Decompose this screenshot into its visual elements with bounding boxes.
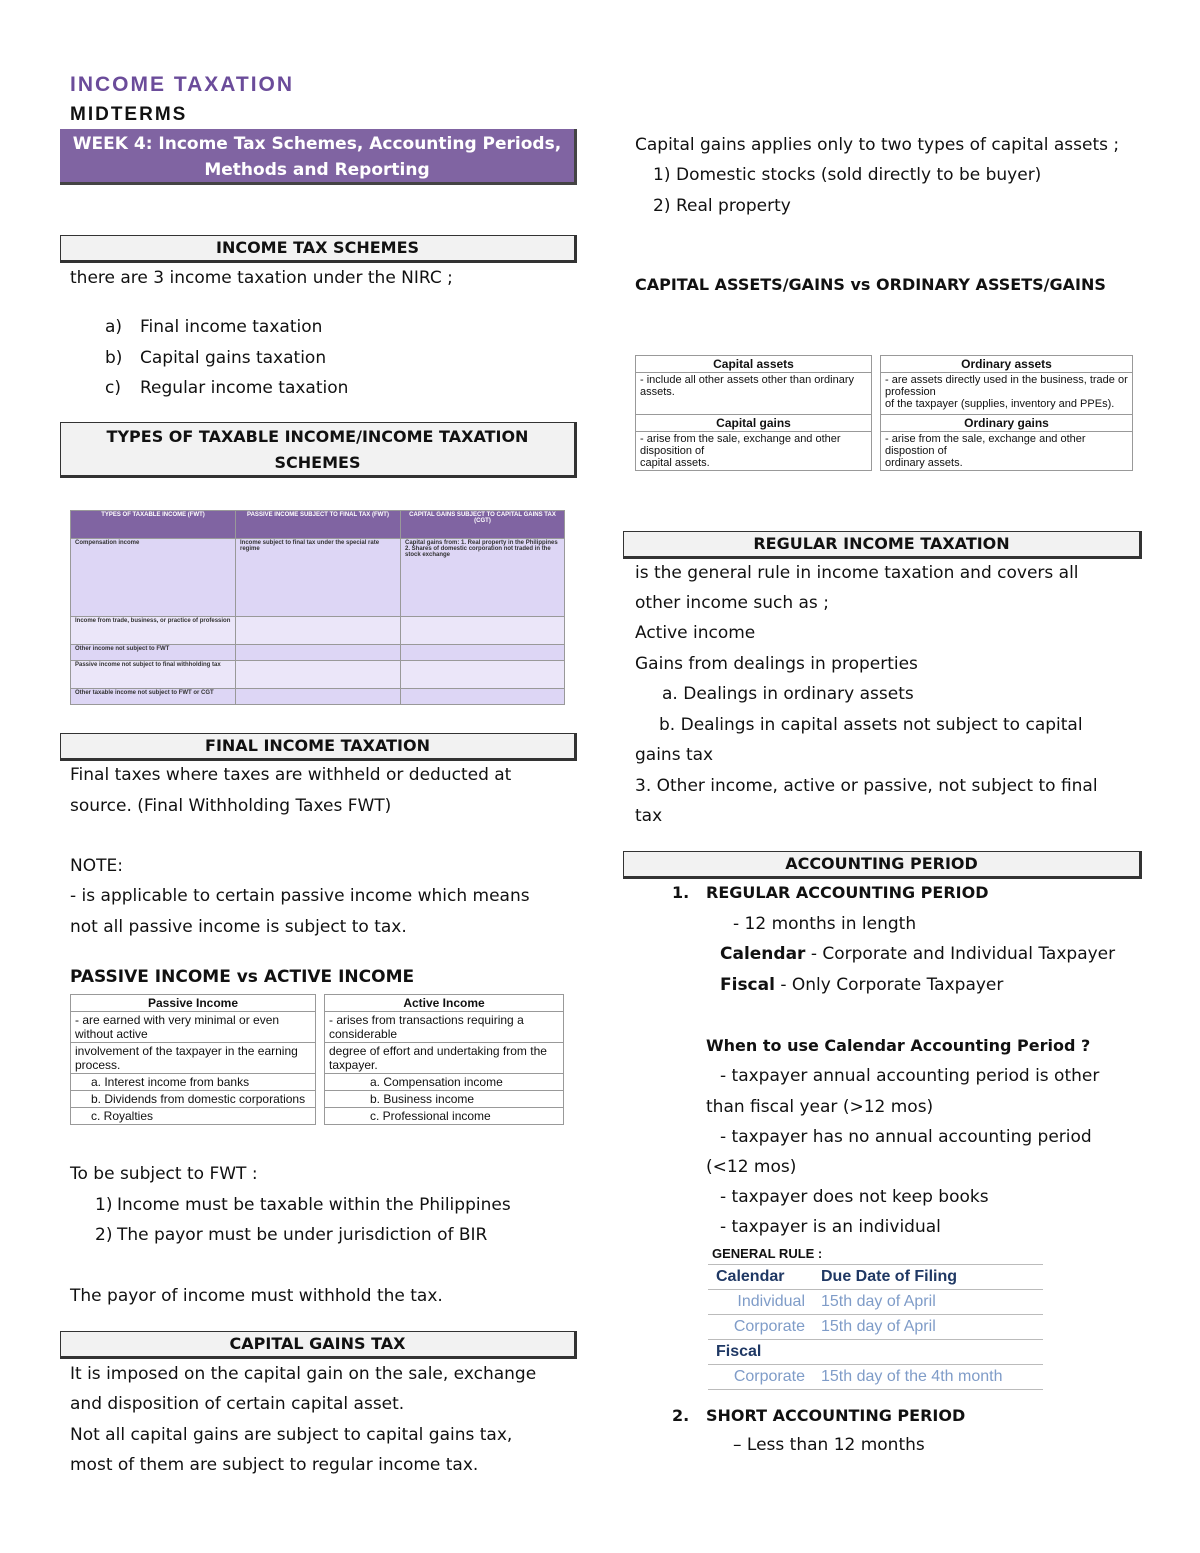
when-line: (<12 mos) bbox=[706, 1157, 797, 1177]
due-taxpayer: Individual bbox=[708, 1290, 813, 1315]
ordinary-gains-desc-line2: ordinary assets. bbox=[885, 457, 963, 469]
fwt-condition: The payor must be under jurisdiction of BIR bbox=[117, 1225, 488, 1245]
period-number: 2. bbox=[672, 1406, 690, 1425]
types-heading bbox=[60, 422, 577, 478]
week-banner-line2: Methods and Reporting bbox=[204, 160, 430, 180]
regular-line: is the general rule in income taxation and covers all bbox=[635, 563, 1079, 583]
types-table-cell bbox=[236, 617, 401, 645]
scheme-item: Regular income taxation bbox=[140, 378, 349, 398]
passive-active-table bbox=[70, 994, 564, 1125]
calendar-label: Calendar bbox=[720, 944, 806, 964]
passive-item: b. Dividends from domestic corporations bbox=[71, 1091, 316, 1108]
due-date: 15th day of the 4th month bbox=[813, 1365, 1043, 1390]
payor-line: The payor of income must withhold the tax. bbox=[70, 1286, 443, 1306]
due-date: 15th day of April bbox=[813, 1315, 1043, 1340]
when-line: - taxpayer annual accounting period is other bbox=[720, 1066, 1100, 1086]
types-table-cell: Capital gains from: 1. Real property in the Philippines 2. Shares of domestic corporation not traded in the stock exchange bbox=[401, 539, 565, 617]
scheme-item-marker: b) bbox=[105, 348, 123, 368]
week-banner-line1: WEEK 4: Income Tax Schemes, Accounting Periods, bbox=[72, 134, 562, 154]
types-table-cell: Income from trade, business, or practice of profession bbox=[71, 617, 236, 645]
regular-line: b. Dealings in capital assets not subject to capital bbox=[659, 715, 1083, 735]
regular-line: a. Dealings in ordinary assets bbox=[662, 684, 914, 704]
due-taxpayer: Corporate bbox=[708, 1315, 813, 1340]
passive-income-header: Passive Income bbox=[71, 995, 316, 1012]
period-length: - 12 months in length bbox=[733, 914, 917, 934]
types-table-cell bbox=[401, 617, 565, 645]
types-table-cell: Income subject to final tax under the special rate regime bbox=[236, 539, 401, 617]
scheme-item: Final income taxation bbox=[140, 317, 323, 337]
active-desc1: - arises from transactions requiring a considerable bbox=[325, 1012, 564, 1043]
due-date-table bbox=[708, 1264, 1043, 1390]
ordinary-gains-header: Ordinary gains bbox=[881, 415, 1133, 432]
types-table-header: TYPES OF TAXABLE INCOME (FWT) bbox=[71, 511, 236, 539]
regular-line: Gains from dealings in properties bbox=[635, 654, 918, 674]
types-heading-line1: TYPES OF TAXABLE INCOME/INCOME TAXATION bbox=[106, 427, 529, 446]
passive-item: a. Interest income from banks bbox=[71, 1074, 316, 1091]
types-table-cell: Passive income not subject to final withholding tax bbox=[71, 661, 236, 689]
cgt-line4: most of them are subject to regular income tax. bbox=[70, 1455, 479, 1475]
due-taxpayer: Corporate bbox=[708, 1365, 813, 1390]
types-table bbox=[70, 510, 565, 705]
note-line1: - is applicable to certain passive income which means bbox=[70, 886, 530, 906]
passive-desc1: - are earned with very minimal or even without active bbox=[71, 1012, 316, 1043]
passive-desc2: involvement of the taxpayer in the earning process. bbox=[71, 1043, 316, 1074]
scheme-item-marker: c) bbox=[105, 378, 121, 398]
when-line: - taxpayer is an individual bbox=[720, 1217, 941, 1237]
week-banner bbox=[60, 129, 577, 185]
when-line: - taxpayer has no annual accounting period bbox=[720, 1127, 1092, 1147]
types-table-cell: Other taxable income not subject to FWT or CGT bbox=[71, 689, 236, 705]
types-table-header: PASSIVE INCOME SUBJECT TO FINAL TAX (FWT) bbox=[236, 511, 401, 539]
capital-assets-intro: Capital gains applies only to two types of capital assets ; bbox=[635, 135, 1120, 155]
types-table-cell bbox=[401, 645, 565, 661]
types-table-cell bbox=[236, 689, 401, 705]
capital-vs-ordinary-heading: CAPITAL ASSETS/GAINS vs ORDINARY ASSETS/GAINS bbox=[635, 275, 1106, 294]
calendar-text: - Corporate and Individual Taxpayer bbox=[805, 944, 1116, 964]
active-item: c. Professional income bbox=[325, 1108, 564, 1125]
capital-gains-header: Capital gains bbox=[636, 415, 872, 432]
ordinary-assets-desc-line2: of the taxpayer (supplies, inventory and PPEs). bbox=[885, 398, 1115, 410]
fwt-intro: To be subject to FWT : bbox=[70, 1164, 258, 1184]
active-income-header: Active Income bbox=[325, 995, 564, 1012]
regular-accounting-period-title: REGULAR ACCOUNTING PERIOD bbox=[706, 883, 989, 902]
capital-asset-type: Real property bbox=[676, 196, 791, 216]
regular-line: other income such as ; bbox=[635, 593, 829, 613]
calendar-line bbox=[720, 943, 1115, 965]
types-table-cell bbox=[401, 689, 565, 705]
capital-gains-desc bbox=[636, 432, 872, 471]
capital-asset-type: Domestic stocks (sold directly to be buyer) bbox=[676, 165, 1042, 185]
types-table-header: CAPITAL GAINS SUBJECT TO CAPITAL GAINS TAX (CGT) bbox=[401, 511, 565, 539]
active-item: b. Business income bbox=[325, 1091, 564, 1108]
period-number: 1. bbox=[672, 883, 690, 902]
short-accounting-period-title: SHORT ACCOUNTING PERIOD bbox=[706, 1406, 966, 1425]
regular-line: Active income bbox=[635, 623, 756, 643]
short-period-text: – Less than 12 months bbox=[733, 1435, 925, 1455]
fwt-marker: 2) bbox=[95, 1225, 113, 1245]
capital-asset-marker: 1) bbox=[653, 165, 671, 185]
passive-item: c. Royalties bbox=[71, 1108, 316, 1125]
active-item: a. Compensation income bbox=[325, 1074, 564, 1091]
fiscal-text: - Only Corporate Taxpayer bbox=[774, 975, 1004, 995]
when-line: than fiscal year (>12 mos) bbox=[706, 1097, 934, 1117]
types-heading-line2: SCHEMES bbox=[274, 453, 361, 472]
final-line2: source. (Final Withholding Taxes FWT) bbox=[70, 796, 392, 816]
types-table-cell bbox=[236, 661, 401, 689]
passive-vs-active-heading: PASSIVE INCOME vs ACTIVE INCOME bbox=[70, 967, 415, 987]
ordinary-assets-desc-line1: - are assets directly used in the business, trade or profession bbox=[885, 374, 1128, 398]
capital-gains-tax-heading: CAPITAL GAINS TAX bbox=[60, 1331, 577, 1359]
income-tax-schemes-heading: INCOME TAX SCHEMES bbox=[60, 235, 577, 263]
accounting-period-heading: ACCOUNTING PERIOD bbox=[623, 851, 1142, 879]
final-income-taxation-heading: FINAL INCOME TAXATION bbox=[60, 733, 577, 761]
due-date: 15th day of April bbox=[813, 1290, 1043, 1315]
capital-gains-desc-line1: - arise from the sale, exchange and other disposition of bbox=[640, 433, 841, 457]
regular-line: tax bbox=[635, 806, 663, 826]
due-fiscal-label: Fiscal bbox=[708, 1340, 813, 1365]
due-col-date: Due Date of Filing bbox=[813, 1265, 1043, 1290]
document-subtitle: MIDTERMS bbox=[70, 104, 188, 125]
types-table-cell: Compensation income bbox=[71, 539, 236, 617]
types-table-cell bbox=[236, 645, 401, 661]
when-calendar-heading: When to use Calendar Accounting Period ? bbox=[706, 1036, 1091, 1055]
ordinary-gains-desc bbox=[881, 432, 1133, 471]
general-rule-label: GENERAL RULE : bbox=[712, 1246, 823, 1261]
cgt-line3: Not all capital gains are subject to capital gains tax, bbox=[70, 1425, 513, 1445]
capital-assets-header: Capital assets bbox=[636, 356, 872, 373]
capital-gains-desc-line2: capital assets. bbox=[640, 457, 710, 469]
fwt-marker: 1) bbox=[95, 1195, 113, 1215]
due-col-calendar: Calendar bbox=[708, 1265, 813, 1290]
note-line2: not all passive income is subject to tax. bbox=[70, 917, 407, 937]
capital-assets-desc: - include all other assets other than ordinary assets. bbox=[636, 373, 872, 415]
note-label: NOTE: bbox=[70, 856, 123, 876]
active-desc2: degree of effort and undertaking from the taxpayer. bbox=[325, 1043, 564, 1074]
regular-income-taxation-heading: REGULAR INCOME TAXATION bbox=[623, 531, 1142, 559]
fiscal-line bbox=[720, 974, 1003, 996]
fiscal-label: Fiscal bbox=[720, 975, 775, 995]
schemes-intro: there are 3 income taxation under the NIRC ; bbox=[70, 268, 453, 288]
ordinary-gains-desc-line1: - arise from the sale, exchange and other dispostion of bbox=[885, 433, 1086, 457]
ordinary-assets-desc bbox=[881, 373, 1133, 415]
regular-line: gains tax bbox=[635, 745, 714, 765]
ordinary-assets-header: Ordinary assets bbox=[881, 356, 1133, 373]
types-table-cell: Other income not subject to FWT bbox=[71, 645, 236, 661]
scheme-item: Capital gains taxation bbox=[140, 348, 327, 368]
capital-asset-marker: 2) bbox=[653, 196, 671, 216]
fwt-condition: Income must be taxable within the Philippines bbox=[117, 1195, 511, 1215]
document-title: INCOME TAXATION bbox=[70, 73, 295, 96]
regular-line: 3. Other income, active or passive, not subject to final bbox=[635, 776, 1098, 796]
cgt-line2: and disposition of certain capital asset. bbox=[70, 1394, 405, 1414]
capital-ordinary-table bbox=[635, 355, 1133, 471]
types-table-cell bbox=[401, 661, 565, 689]
final-line1: Final taxes where taxes are withheld or deducted at bbox=[70, 765, 512, 785]
cgt-line1: It is imposed on the capital gain on the sale, exchange bbox=[70, 1364, 537, 1384]
when-line: - taxpayer does not keep books bbox=[720, 1187, 989, 1207]
scheme-item-marker: a) bbox=[105, 317, 123, 337]
